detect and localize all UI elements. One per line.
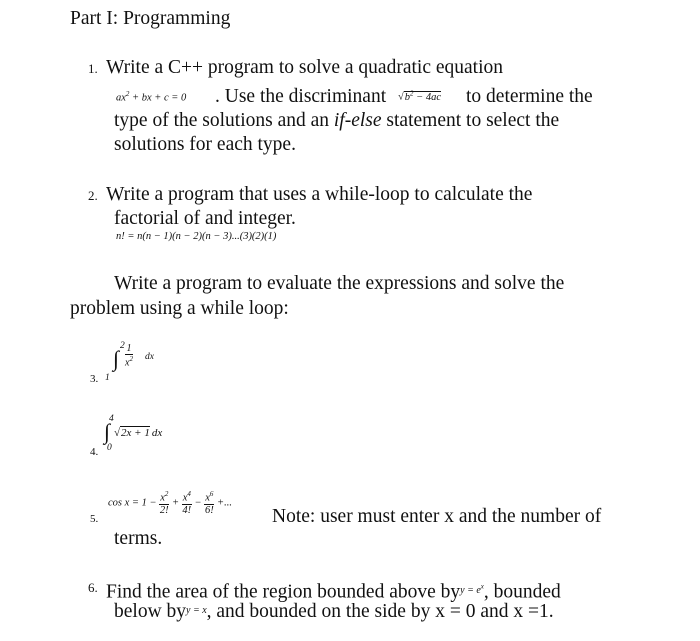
page-title: Part I: Programming	[70, 8, 231, 29]
question-number: 6.	[88, 580, 98, 595]
integral-sign: ∫	[104, 419, 111, 444]
question-text: terms.	[114, 528, 163, 549]
question-text: Write a C++ program to solve a quadratic equation	[106, 57, 503, 78]
question-text: Find the area of the region bounded above $by^{y = e^x}$, bounded	[106, 581, 561, 603]
question-text: type of the solutions and an if-else statement to select the	[114, 110, 560, 131]
differential: dx	[145, 352, 154, 362]
question-text: solutions for each type.	[114, 134, 296, 155]
integrand: √2x + 1 dx	[114, 427, 163, 439]
taylor-series: cos x = 1 − $\frac{x^2}{2!}$ + $\frac{x^4}{4!}$ − $\frac{x^6}{6!}$ +...	[108, 490, 232, 516]
integral-lower-limit: 1	[105, 373, 110, 383]
factorial-formula: n! = n(n − 1)(n − 2)(n − 3)...(3)(2)(1)	[116, 231, 277, 242]
discriminant-formula: $√b^2 - 4ac$	[398, 89, 442, 103]
question-text: . Use the discriminant	[215, 86, 387, 107]
intro-text: problem using a while loop:	[70, 298, 289, 319]
integral-sign: ∫	[113, 346, 120, 371]
quadratic-equation: $ax^2$ + bx + c = 0	[116, 90, 187, 104]
question-number: 3.	[90, 373, 99, 385]
question-text: to determine the	[466, 86, 593, 107]
integral-upper-limit: 4	[109, 414, 114, 424]
integral-upper-limit: 2	[120, 341, 125, 351]
integrand: $\frac{1}{x^2}$	[125, 343, 133, 369]
intro-text: Write a program to evaluate the expressions and solve the	[114, 273, 565, 294]
question-text: factorial of and integer.	[114, 208, 296, 229]
question-number: 1.	[88, 61, 98, 76]
question-note: Note: user must enter x and the number of	[272, 506, 602, 527]
question-text: Write a program that uses a while-loop to calculate the	[106, 184, 533, 205]
question-number: 2.	[88, 188, 98, 203]
question-text: below $by^{y = x}$, and bounded on the side by x = 0 and x =1.	[114, 601, 554, 622]
question-number: 4.	[90, 446, 99, 458]
question-number: 5.	[90, 513, 99, 525]
integral-lower-limit: 0	[107, 443, 112, 453]
